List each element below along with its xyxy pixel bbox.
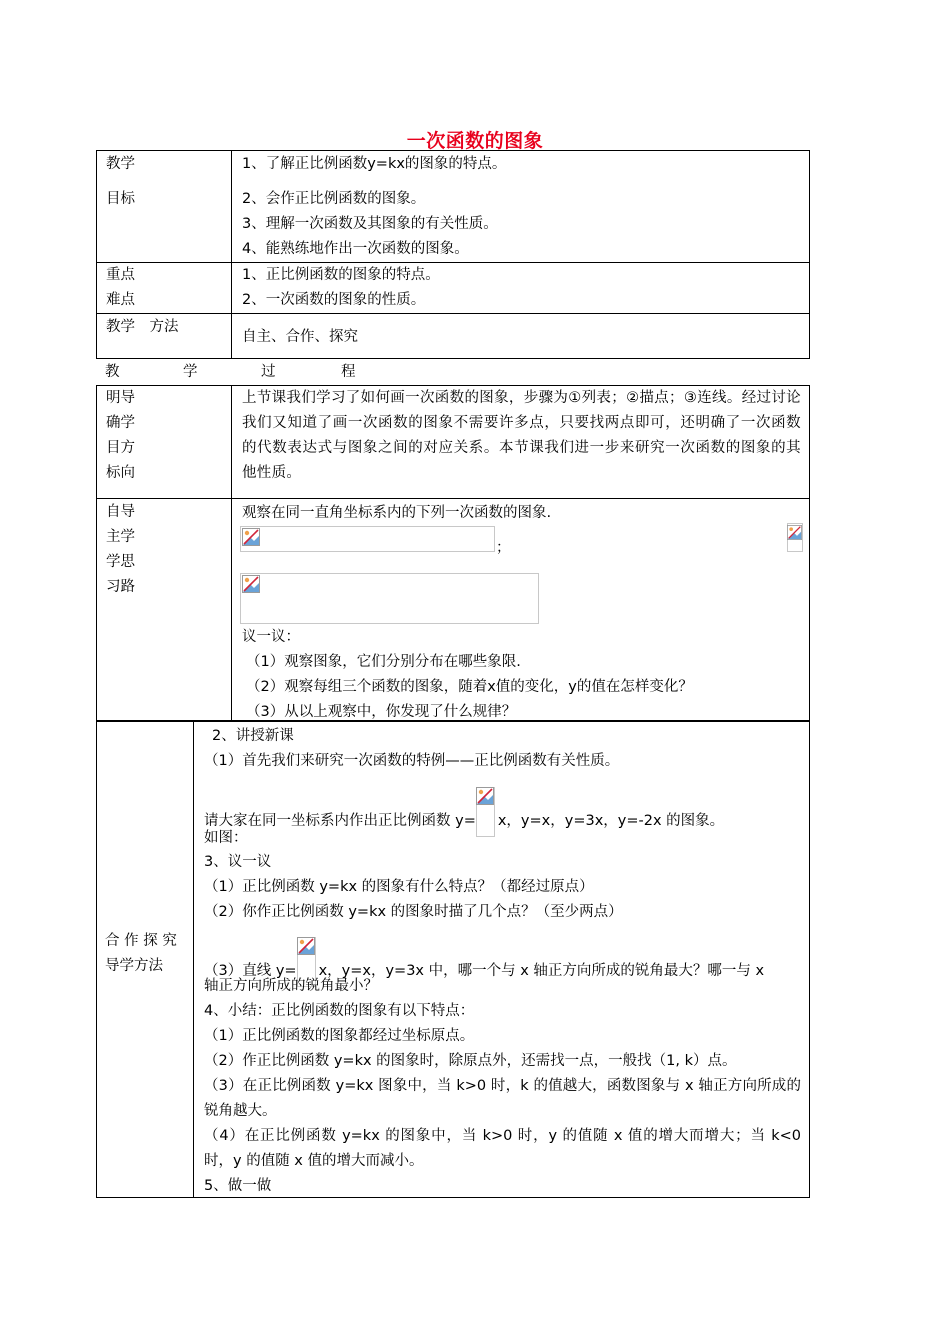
discuss-title: 议一议： [242, 629, 300, 645]
process-header-char: 过 [261, 364, 276, 380]
section-3-question: （1）正比例函数 y=kx 的图象有什么特点？（都经过原点） [204, 879, 594, 895]
guide-row [97, 386, 810, 499]
section-4-title: 4、小结：正比例函数的图象有以下特点： [204, 1003, 475, 1019]
summary-item: （3）在正比例函数 y=kx 图象中，当 k>0 时，k 的值越大，函数图象与 x 轴正方向所成的锐角越大。 [204, 1078, 801, 1119]
summary-item: （4）在正比例函数 y=kx 的图象中，当 k>0 时，y 的值随 x 值的增大而增大；当 k<0 时，y 的值随 x 值的增大而减小。 [204, 1128, 801, 1169]
broken-image-icon [476, 787, 494, 805]
guide-label: 目方 [106, 440, 135, 456]
guide-label: 明导 [106, 390, 135, 406]
section-5-title: 5、做一做 [204, 1178, 272, 1194]
process-header-char: 教 [105, 364, 120, 380]
page-title: 一次函数的图象 [406, 130, 544, 152]
summary-item: （1）正比例函数的图象都经过坐标原点。 [204, 1028, 475, 1044]
section-2-task [204, 787, 724, 837]
method-content: 自主、合作、探究 [242, 329, 358, 345]
goal-item: 1、了解正比例函数y=kx的图象的特点。 [242, 156, 507, 172]
figure-note: 如图： [204, 830, 248, 846]
cooperate-label-2: 导学方法 [105, 958, 163, 974]
section-3-question-c: 轴正方向所成的锐角最小？ [204, 978, 378, 994]
key-item: 2、一次函数的图象的性质。 [242, 292, 426, 308]
cooperate-label-1: 合 作 探 究 [105, 933, 177, 949]
key-item: 1、正比例函数的图象的特点。 [242, 267, 440, 283]
goals-row [97, 151, 810, 263]
function-graph-image [240, 526, 495, 552]
guide-label: 确学 [106, 415, 135, 431]
fraction-image [476, 787, 495, 837]
cooperate-row [97, 721, 810, 1198]
goal-item: 2、会作正比例函数的图象。 [242, 191, 426, 207]
section-2-title: 2、讲授新课 [212, 728, 294, 744]
self-study-intro: 观察在同一直角坐标系内的下列一次函数的图象. [242, 505, 552, 521]
discuss-question: （3）从以上观察中，你发现了什么规律？ [246, 704, 517, 720]
broken-image-icon [242, 575, 260, 593]
method-label: 教学 方法 [106, 319, 179, 335]
function-graph-image [787, 523, 803, 552]
process-header-char: 程 [341, 364, 356, 380]
self-study-label: 习路 [106, 579, 135, 595]
guide-label: 标向 [106, 465, 135, 481]
section-2-task-a: 请大家在同一坐标系内作出正比例函数 y= [204, 813, 476, 829]
function-graph-image [240, 573, 539, 624]
summary-item: （2）作正比例函数 y=kx 的图象时，除原点外，还需找一点，一般找（1, k）点。 [204, 1053, 737, 1069]
semicolon: ； [496, 540, 511, 556]
broken-image-icon [242, 528, 260, 546]
cooperate-table [96, 720, 810, 1198]
guide-text: 上节课我们学习了如何画一次函数的图象，步骤为①列表；②描点；③连线。经过讨论我们又知道了画一次函数的图象不需要许多点，只要找两点即可，还明确了一次函数的代数表达式与图象之间的对应关系。本节课我们进一步来研究一次函数的图象的其他性质。 [242, 390, 801, 481]
self-study-label: 学思 [106, 554, 135, 570]
self-study-row [97, 499, 810, 722]
method-row [97, 314, 810, 359]
broken-image-icon [787, 525, 802, 540]
self-study-label: 主学 [106, 529, 135, 545]
section-3-title: 3、议一议 [204, 854, 272, 870]
key-label-1: 重点 [106, 267, 135, 283]
self-study-label: 自导 [106, 504, 135, 520]
section-2-task-b: x，y=x，y=3x，y=-2x 的图象。 [497, 813, 725, 829]
section-3-question-a: （3）直线 y= [204, 963, 297, 979]
discuss-question: （1）观察图象，它们分别分布在哪些象限. [246, 654, 521, 670]
goal-item: 3、理解一次函数及其图象的有关性质。 [242, 216, 498, 232]
section-3-question: （2）你作正比例函数 y=kx 的图象时描了几个点？（至少两点） [204, 904, 623, 920]
key-points-row [97, 263, 810, 314]
broken-image-icon [297, 937, 315, 955]
process-table [96, 385, 810, 722]
section-3-question-b: x，y=x，y=3x 中，哪一个与 x 轴正方向所成的锐角最大？哪一与 x [318, 963, 765, 979]
goals-label-1: 教学 [106, 156, 135, 172]
discuss-question: （2）观察每组三个函数的图象，随着x值的变化，y的值在怎样变化？ [246, 679, 693, 695]
goals-label-2: 目标 [106, 191, 135, 207]
section-2-text: （1）首先我们来研究一次函数的特例——正比例函数有关性质。 [204, 753, 620, 769]
objectives-table [96, 150, 810, 359]
key-label-2: 难点 [106, 292, 135, 308]
process-header [105, 360, 805, 380]
process-header-char: 学 [183, 364, 198, 380]
goal-item: 4、能熟练地作出一次函数的图象。 [242, 241, 469, 257]
